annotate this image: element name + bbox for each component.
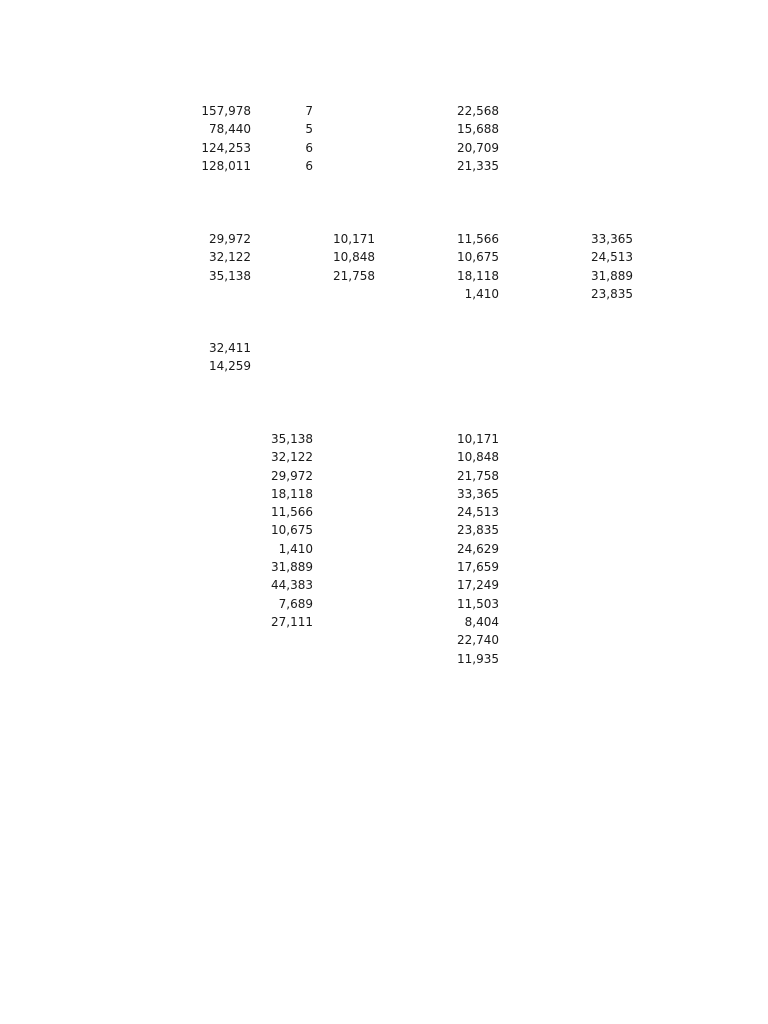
table-cell: 10,848 [333,250,375,265]
table-cell: 24,513 [591,250,633,265]
table-row [0,521,768,539]
table-cell: 18,118 [457,268,499,283]
section-3 [0,339,768,376]
table-cell: 1,410 [464,286,499,301]
table-row [0,503,768,521]
table-cell: 22,740 [457,633,499,648]
table-cell: 7 [305,104,313,118]
table-row [0,467,768,485]
table-row [0,595,768,613]
table-cell: 10,675 [271,523,313,538]
table-row [0,430,768,448]
section-2 [0,230,768,303]
table-cell: 17,249 [457,578,499,593]
table-row [0,448,768,466]
table-cell: 32,411 [209,341,251,355]
table-cell: 128,011 [201,158,251,173]
table-cell: 31,889 [591,268,633,283]
table-cell: 7,689 [278,596,313,611]
table-cell: 11,503 [457,596,499,611]
table-row [0,230,768,248]
table-cell: 8,404 [464,614,499,629]
table-row [0,120,768,138]
table-cell: 21,335 [457,158,499,173]
table-cell: 10,171 [457,432,499,446]
table-cell: 20,709 [457,140,499,155]
table-cell: 21,758 [457,468,499,483]
table-cell: 5 [305,122,313,137]
table-cell: 33,365 [591,232,633,246]
table-cell: 24,513 [457,505,499,520]
table-cell: 23,835 [591,286,633,301]
table-cell: 15,688 [457,122,499,137]
table-row [0,576,768,594]
table-row [0,485,768,503]
table-row [0,139,768,157]
table-row [0,267,768,285]
table-cell: 29,972 [209,232,251,246]
table-row [0,650,768,668]
table-cell: 44,383 [271,578,313,593]
table-cell: 29,972 [271,468,313,483]
table-cell: 24,629 [457,541,499,556]
table-cell: 78,440 [209,122,251,137]
table-cell: 32,122 [209,250,251,265]
section-1 [0,102,768,175]
table-row [0,285,768,303]
table-row [0,157,768,175]
table-cell: 18,118 [271,486,313,501]
table-cell: 27,111 [271,614,313,629]
section-4 [0,430,768,668]
table-cell: 22,568 [457,104,499,118]
table-cell: 1,410 [278,541,313,556]
table-cell: 10,675 [457,250,499,265]
table-row [0,631,768,649]
table-row [0,540,768,558]
table-cell: 11,566 [271,505,313,520]
table-cell: 21,758 [333,268,375,283]
table-cell: 14,259 [209,359,251,374]
table-row [0,339,768,357]
table-cell: 31,889 [271,560,313,575]
table-cell: 11,566 [457,232,499,246]
table-cell: 35,138 [209,268,251,283]
table-cell: 33,365 [457,486,499,501]
table-row [0,357,768,375]
table-cell: 124,253 [201,140,251,155]
table-cell: 10,171 [333,232,375,246]
table-cell: 35,138 [271,432,313,446]
table-cell: 32,122 [271,450,313,465]
table-cell: 10,848 [457,450,499,465]
table-row [0,102,768,120]
table-row [0,248,768,266]
table-cell: 157,978 [201,104,251,118]
table-cell: 11,935 [457,651,499,666]
table-cell: 23,835 [457,523,499,538]
table-cell: 6 [305,140,313,155]
table-cell: 6 [305,158,313,173]
table-row [0,558,768,576]
table-cell: 17,659 [457,560,499,575]
table-row [0,613,768,631]
